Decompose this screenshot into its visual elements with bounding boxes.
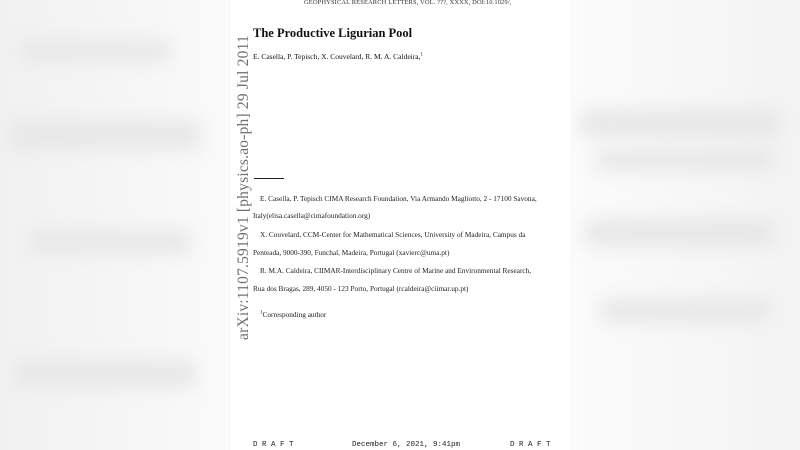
affiliation-line: R. M.A. Caldeira, CIIMAR-Interdisciplinary Centre of Marine and Environmental Research,: [260, 266, 532, 275]
affiliation-line: X. Couvelard, CCM-Center for Mathematical Sciences, University of Madeira, Campus da: [260, 230, 526, 239]
blurred-background-right: [570, 0, 800, 450]
footer-draft-left: D R A F T: [253, 441, 294, 449]
blurred-background-left: [0, 0, 231, 450]
affiliation-line: Italy(elisa.casella@cimafoundation.org): [253, 211, 371, 220]
footnote-text: Corresponding author: [262, 310, 327, 319]
paper-page: [231, 0, 570, 450]
arxiv-stamp: arXiv:1107.5919v1 [physics.ao-ph] 29 Jul 2011: [235, 35, 252, 340]
footer-date: December 6, 2021, 9:41pm: [352, 441, 461, 449]
footnote-rule: [254, 178, 284, 179]
author-list: [253, 52, 423, 61]
footer-draft-right: D R A F T: [510, 441, 551, 449]
affiliation-line: Penteada, 9000-390, Funchal, Madeira, Portugal (xavierc@uma.pt): [253, 248, 450, 257]
author-names: E. Casella, P. Tepisch, X. Couvelard, R. M. A. Caldeira,: [253, 52, 421, 61]
footnote-mark: 1: [260, 310, 263, 316]
corresponding-author-footnote: [260, 310, 326, 319]
running-header: GEOPHYSICAL RESEARCH LETTERS, VOL. ???, XXXX, DOI:10.1029/,: [304, 0, 512, 6]
paper-title: The Productive Ligurian Pool: [253, 26, 413, 40]
affiliation-line: Rua dos Bragas, 289, 4050 - 123 Porto, Portugal (rcaldeira@ciimar.up.pt): [253, 284, 469, 293]
author-footnote-mark: 1: [420, 52, 423, 58]
affiliation-line: E. Casella, P. Tepisch CIMA Research Foundation, Via Armando Magliotto, 2 - 17100 Savona,: [260, 194, 537, 203]
